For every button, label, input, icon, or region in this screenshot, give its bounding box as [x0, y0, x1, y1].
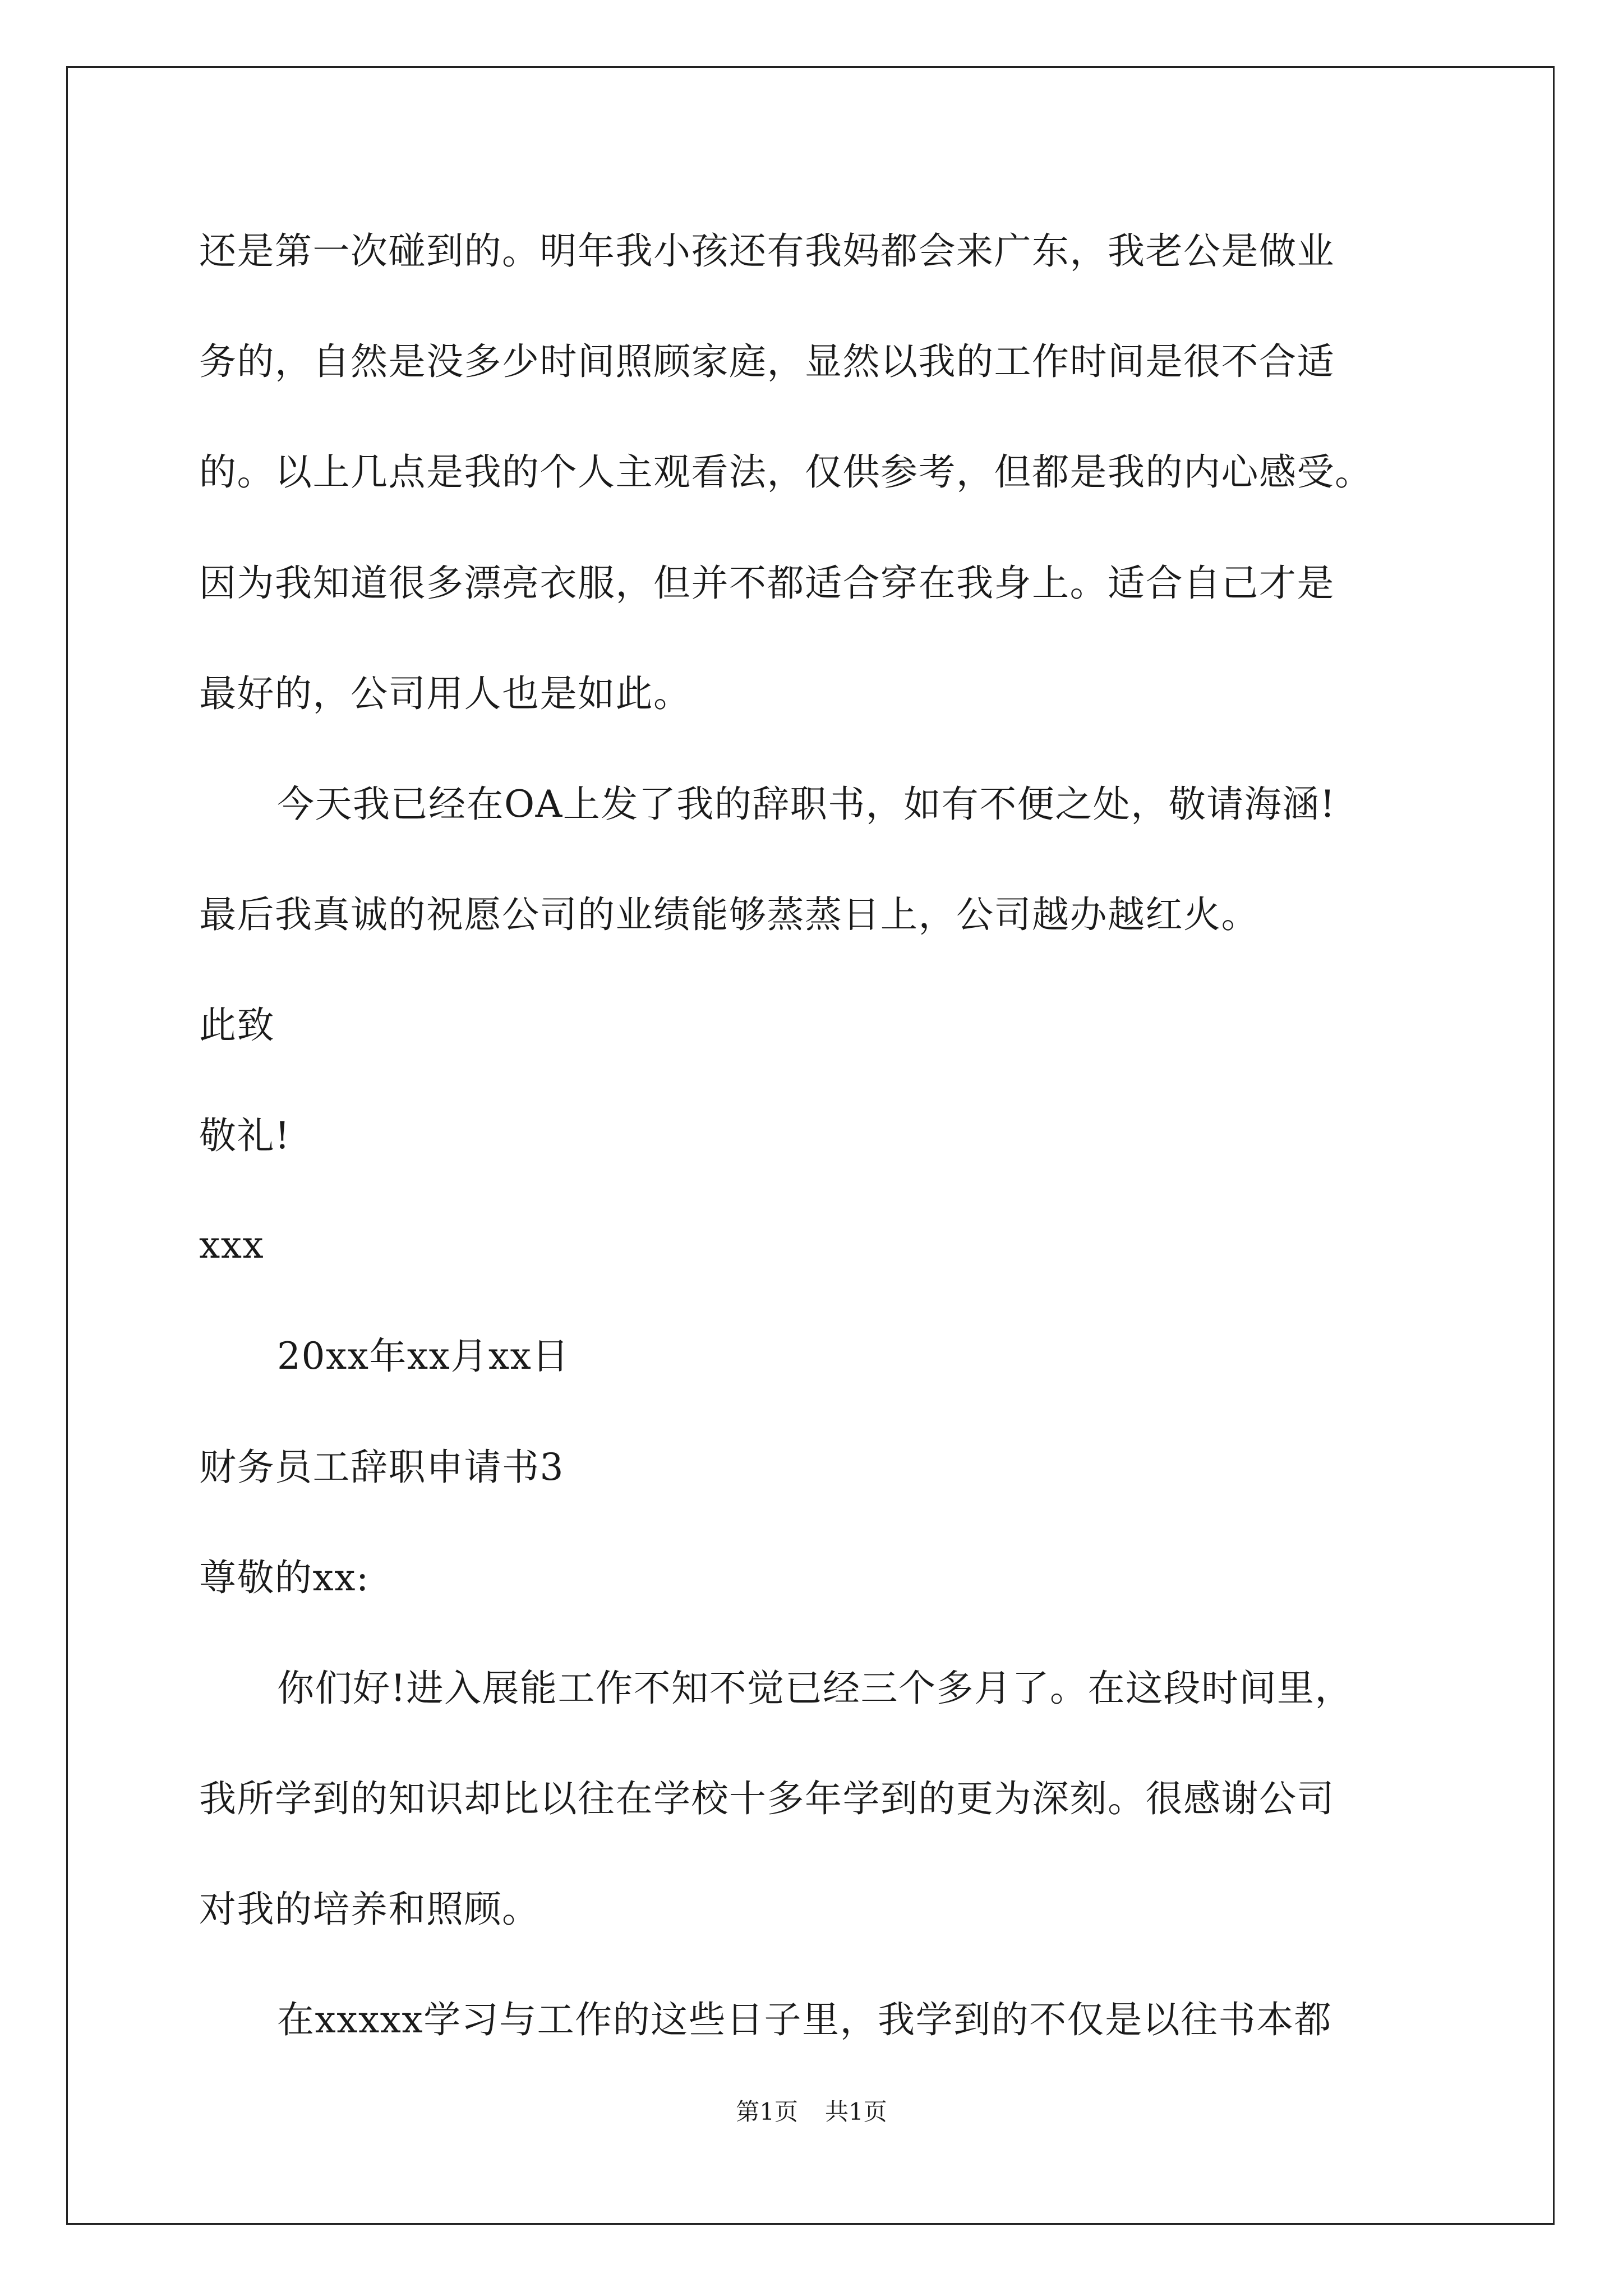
text-line: 对我的培养和照顾。 [199, 1888, 540, 1931]
text-line: 最好的，公司用人也是如此。 [199, 672, 691, 715]
text-line: 在xxxxx学习与工作的这些日子里，我学到的不仅是以往书本都 [277, 1998, 1332, 2041]
signature-date: 20xx年xx月xx日 [277, 1335, 570, 1378]
page-footer [0, 2098, 1623, 2126]
text-line: 最后我真诚的祝愿公司的业绩能够蒸蒸日上，公司越办越红火。 [199, 893, 1259, 936]
section-heading: 财务员工辞职申请书3 [199, 1446, 564, 1489]
text-line: 因为我知道很多漂亮衣服，但并不都适合穿在我身上。适合自己才是 [199, 562, 1335, 605]
signature-name: xxx [199, 1223, 265, 1267]
text-line: 今天我已经在OA上发了我的辞职书，如有不便之处，敬请海涵! [277, 783, 1336, 826]
text-line: 还是第一次碰到的。明年我小孩还有我妈都会来广东，我老公是做业 [199, 229, 1335, 273]
closing-salutation: 此致 [199, 1004, 275, 1047]
text-line: 务的，自然是没多少时间照顾家庭，显然以我的工作时间是很不合适 [199, 340, 1335, 383]
page-number-total: 共1页 [825, 2098, 887, 2125]
closing-regards: 敬礼! [199, 1114, 291, 1157]
text-line: 我所学到的知识却比以往在学校十多年学到的更为深刻。很感谢公司 [199, 1777, 1335, 1820]
page-number-current: 第1页 [736, 2098, 798, 2125]
text-line: 你们好!进入展能工作不知不觉已经三个多月了。在这段时间里， [277, 1667, 1353, 1710]
text-line: 的。以上几点是我的个人主观看法，仅供参考，但都是我的内心感受。 [199, 450, 1373, 494]
letter-greeting: 尊敬的xx: [199, 1556, 370, 1599]
